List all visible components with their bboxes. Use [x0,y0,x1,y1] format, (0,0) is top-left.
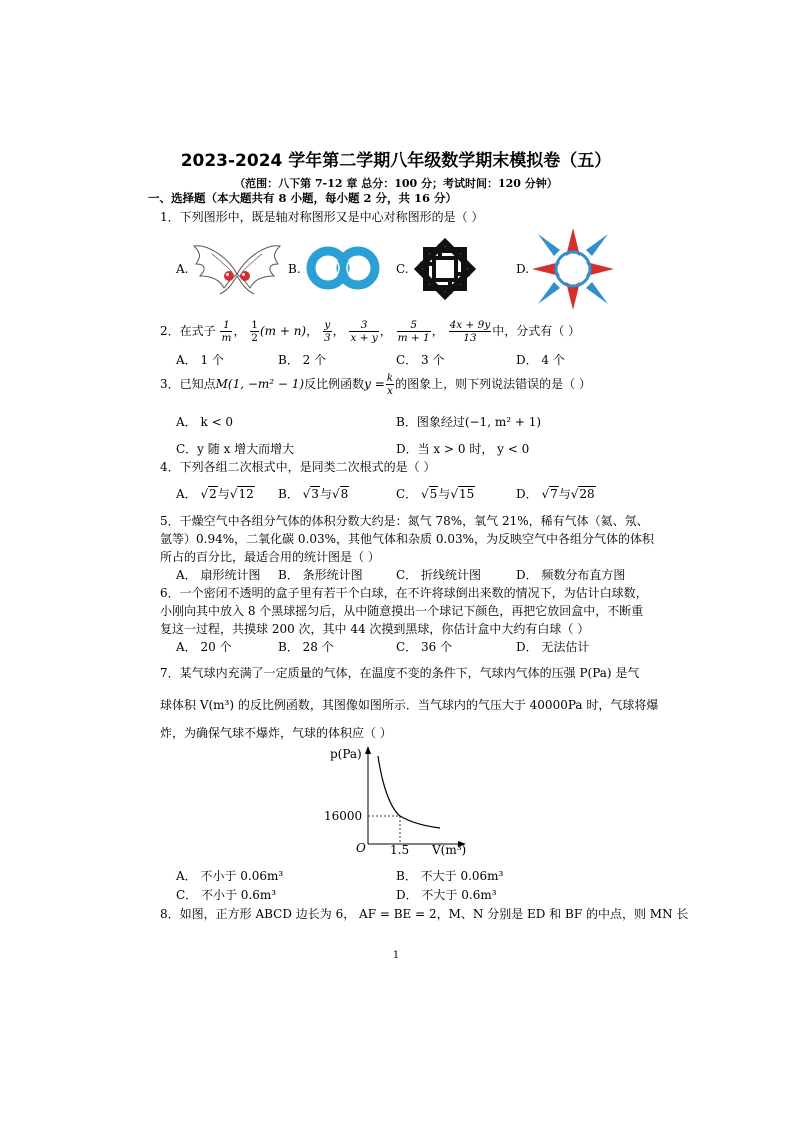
page-number: 1 [392,950,400,961]
q7-line-3: 炸，为确保气球不爆炸，气球的体积应（ ） [160,726,392,740]
q3-point: M(1, −m² − 1) [215,377,305,391]
q2-fraction-6: $\frac{4x + 9y}{13}$ [449,319,491,344]
q2-option-d: D． 4 个 [516,353,565,367]
q1-label-d: D. [516,262,530,276]
compass-star-figure [530,226,616,312]
graph-x-label: V(m³) [432,843,467,856]
butterfly-figure [192,236,282,298]
q4-stem: 4．下列各组二次根式中，是同类二次根式的是（ ） [160,460,436,474]
q3-stem: 3．已知点M(1, −m² − 1)反比例函数y = $\frac{k}{x}$ 的图象上，则下列说法错误的是（ ） [160,372,591,397]
pressure-volume-graph [320,744,470,856]
q2-stem: 2．在式子 $\frac{1}{m}$ ， $\frac{1}{2}$ (m + n)， $\frac{y}{3}$ ， $\frac{3}{x + y}$ ， $\frac{5}{m + 1}$ ， $\frac{4x + 9y}{13}$ 中，分式有（ ） [160,319,581,344]
q1-label-a: A. [176,262,189,276]
q3-option-b: B．图象经过(−1, m² + 1) [396,415,542,429]
section-heading: 一、选择题（本大题共有 8 小题，每小题 2 分，共 16 分） [148,191,458,205]
q1-label-c: C. [396,262,409,276]
q7-option-c: C． 不小于 0.6m³ [176,888,277,902]
q2-fraction-4: $\frac{3}{x + y}$ [350,319,378,344]
q3-option-a: A． k < 0 [176,415,234,429]
q5-option-a: A． 扇形统计图 [176,568,261,582]
q2-option-a: A． 1 个 [176,353,224,367]
q3-option-c: C．y 随 x 增大而增大 [176,442,295,456]
graph-y-tick: 16000 [324,809,363,823]
q4-option-c: C． √5与√15 [396,487,475,501]
page-title: 2023-2024 学年第二学期八年级数学期末模拟卷（五） [180,151,612,171]
q5-option-c: C． 折线统计图 [396,568,481,582]
q6-option-b: B． 28 个 [278,640,334,654]
q6-line-2: 小刚向其中放入 8 个黑球摇匀后，从中随意摸出一个球记下颜色，再把它放回盒中，不断重 [160,604,644,618]
q4-option-d: D． √7与√28 [516,487,595,501]
q2-option-c: C． 3 个 [396,353,445,367]
q7-line-1: 7．某气球内充满了一定质量的气体，在温度不变的条件下，气球内气体的压强 P(Pa) 是气 [160,666,640,680]
q6-line-1: 6．一个密闭不透明的盒子里有若干个白球，在不许将球倒出来数的情况下，为估计白球数， [160,586,648,600]
q2-fraction-3: $\frac{y}{3}$ [323,319,331,344]
q7-line-2: 球体积 V(m³) 的反比例函数，其图像如图所示．当气球内的气压大于 40000Pa 时，气球将爆 [160,698,659,712]
q2-option-b: B． 2 个 [278,353,327,367]
q7-option-a: A． 不小于 0.06m³ [176,869,284,883]
q2-prefix: 2．在式子 [160,324,216,338]
q6-line-3: 复这一过程，共摸球 200 次，其中 44 次摸到黑球，你估计盒中大约有白球（ ） [160,622,590,636]
q5-line-2: 氩等）0.94%，二氧化碳 0.03%，其他气体和杂质 0.03%，为反映空气中各组分气体的体积 [160,532,654,546]
q2-suffix: 中，分式有（ ） [492,324,581,338]
q6-option-d: D． 无法估计 [516,640,590,654]
q6-option-a: A． 20 个 [176,640,232,654]
q4-option-a: A． √2与√12 [176,487,254,501]
q3-option-d: D．当 x > 0 时， y < 0 [396,442,530,456]
q4-option-b: B． √3与√8 [278,487,349,501]
q5-option-b: B． 条形统计图 [278,568,363,582]
q2-fraction-1: $\frac{1}{m}$ [221,319,232,344]
q1-stem: 1．下列图形中，既是轴对称图形又是中心对称图形的是（ ） [160,210,484,224]
infinity-rings-figure [302,246,384,290]
q7-option-b: B． 不大于 0.06m³ [396,869,504,883]
q3-fraction: $\frac{k}{x}$ [386,372,394,397]
graph-y-label: p(Pa) [330,747,362,761]
q8-line-1: 8．如图，正方形 ABCD 边长为 6， AF = BE = 2，M、N 分别是 ED 和 BF 的中点，则 MN 长 [160,907,689,921]
q5-option-d: D． 频数分布直方图 [516,568,626,582]
exam-info: （范围：八下第 7-12 章 总分：100 分；考试时间：120 分钟） [234,177,558,190]
graph-origin: O [356,841,366,855]
graph-x-tick: 1.5 [390,843,410,856]
q2-fraction-5: $\frac{5}{m + 1}$ [397,319,430,344]
q5-line-3: 所占的百分比，最适合用的统计图是（ ） [160,550,380,564]
q2-fraction-2: $\frac{1}{2}$ [251,319,258,344]
interlocked-squares-figure [412,236,478,302]
q5-line-1: 5．干燥空气中各组分气体的体积分数大约是：氮气 78%，氧气 21%，稀有气体（氦、氖、 [160,514,649,528]
q6-option-c: C． 36 个 [396,640,453,654]
q1-label-b: B. [288,262,301,276]
q7-option-d: D． 不大于 0.6m³ [396,888,497,902]
